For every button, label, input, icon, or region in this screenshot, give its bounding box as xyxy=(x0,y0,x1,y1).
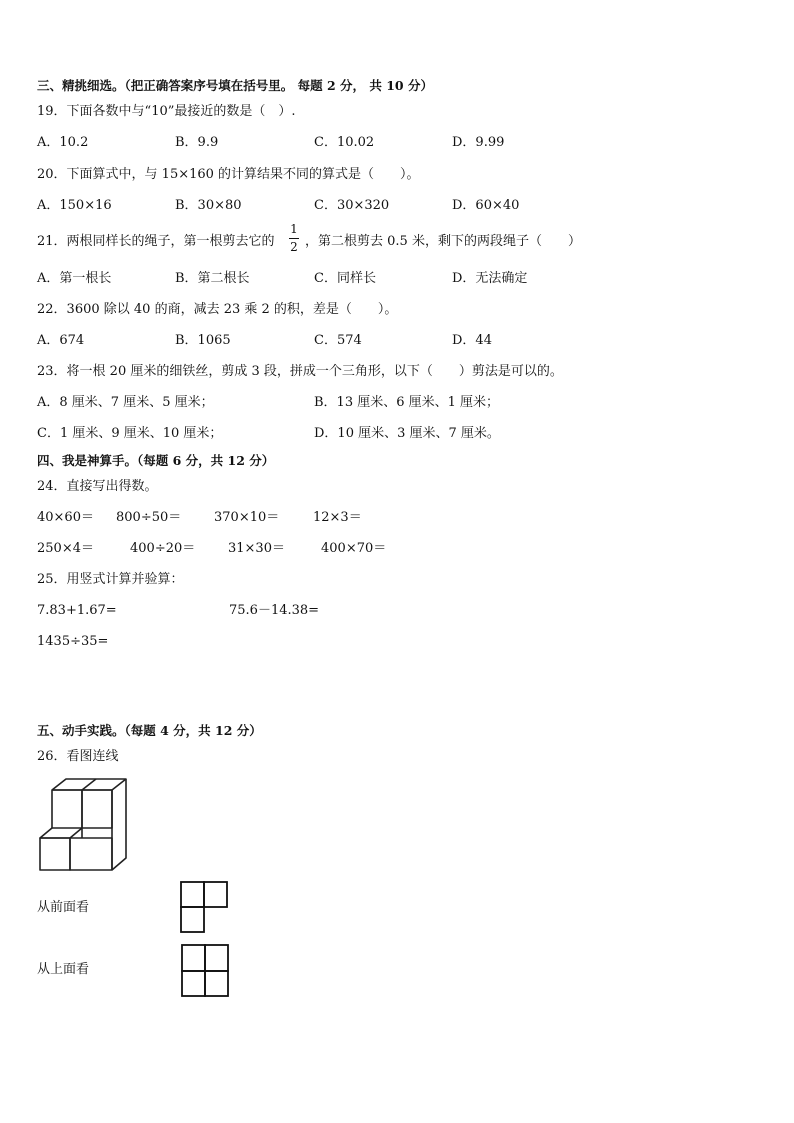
q25-expression-3: 1435÷35= xyxy=(37,634,109,649)
q22-option-a: A．674 xyxy=(37,333,85,348)
q25-expression-2: 75.6－14.38= xyxy=(229,603,320,618)
q20-option-a: A．150×16 xyxy=(37,198,112,213)
front-view-shape[interactable] xyxy=(180,881,229,934)
q21-fraction xyxy=(289,222,299,254)
q22-option-c: C．574 xyxy=(314,333,362,348)
q26-stem: 26．看图连线 xyxy=(37,749,119,764)
q25-expression-1: 7.83+1.67= xyxy=(37,603,117,618)
q24-stem: 24．直接写出得数。 xyxy=(37,479,158,494)
q21-stem-part-2: ，第二根剪去 0.5 米，剩下的两段绳子（ ） xyxy=(305,234,581,249)
section-3-heading: 三、精挑细选。（把正确答案序号填在括号里。 每题 2 分， 共 10 分） xyxy=(37,78,433,93)
q22-option-d: D．44 xyxy=(452,333,492,348)
q21-option-b: B．第二根长 xyxy=(175,271,250,286)
q21-fraction-numerator: 1 xyxy=(290,222,298,236)
top-view-shape[interactable] xyxy=(181,944,230,998)
q19-stem: 19．下面各数中与“10”最接近的数是（ ）. xyxy=(37,104,296,119)
section-5-heading: 五、动手实践。（每题 4 分，共 12 分） xyxy=(37,723,262,738)
label-top-view: 从上面看 xyxy=(37,962,90,977)
q20-option-c: C．30×320 xyxy=(314,198,390,213)
q24-expression: 12×3＝ xyxy=(313,510,362,525)
q24-expression: 250×4＝ xyxy=(37,541,94,556)
fraction-bar xyxy=(289,238,299,239)
q22-stem: 22．3600 除以 40 的商，减去 23 乘 2 的积，差是（ ）。 xyxy=(37,302,398,317)
q23-option-d: D．10 厘米、3 厘米、7 厘米。 xyxy=(314,426,500,441)
q20-option-d: D．60×40 xyxy=(452,198,520,213)
q23-stem: 23．将一根 20 厘米的细铁丝，剪成 3 段，拼成一个三角形，以下（ ）剪法是可以的。 xyxy=(37,364,563,379)
q19-option-b: B．9.9 xyxy=(175,135,219,150)
q21-option-d: D．无法确定 xyxy=(452,271,528,286)
q21-fraction-denominator: 2 xyxy=(290,240,298,254)
q24-expression: 370×10＝ xyxy=(214,510,280,525)
q24-expression: 31×30＝ xyxy=(228,541,285,556)
q19-option-c: C．10.02 xyxy=(314,135,375,150)
q21-option-a: A．第一根长 xyxy=(37,271,112,286)
q24-expression: 800÷50＝ xyxy=(116,510,182,525)
q20-option-b: B．30×80 xyxy=(175,198,242,213)
label-front-view: 从前面看 xyxy=(37,900,90,915)
q24-expression: 400×70＝ xyxy=(321,541,387,556)
q22-option-b: B．1065 xyxy=(175,333,231,348)
section-4-heading: 四、我是神算手。（每题 6 分，共 12 分） xyxy=(37,453,275,468)
q23-option-a: A．8 厘米、7 厘米、5 厘米； xyxy=(37,395,214,410)
q25-stem: 25．用竖式计算并验算： xyxy=(37,572,184,587)
q23-option-c: C．1 厘米、9 厘米、10 厘米； xyxy=(37,426,223,441)
q23-option-b: B．13 厘米、6 厘米、1 厘米； xyxy=(314,395,500,410)
q24-expression: 400÷20＝ xyxy=(130,541,196,556)
q19-option-d: D．9.99 xyxy=(452,135,505,150)
q21-stem-part-1: 21．两根同样长的绳子，第一根剪去它的 xyxy=(37,234,275,249)
q20-stem: 20．下面算式中，与 15×160 的计算结果不同的算式是（ ）。 xyxy=(37,167,420,182)
cube-figure xyxy=(38,776,130,874)
q19-option-a: A．10.2 xyxy=(37,135,89,150)
q21-option-c: C．同样长 xyxy=(314,271,376,286)
q24-expression: 40×60＝ xyxy=(37,510,94,525)
